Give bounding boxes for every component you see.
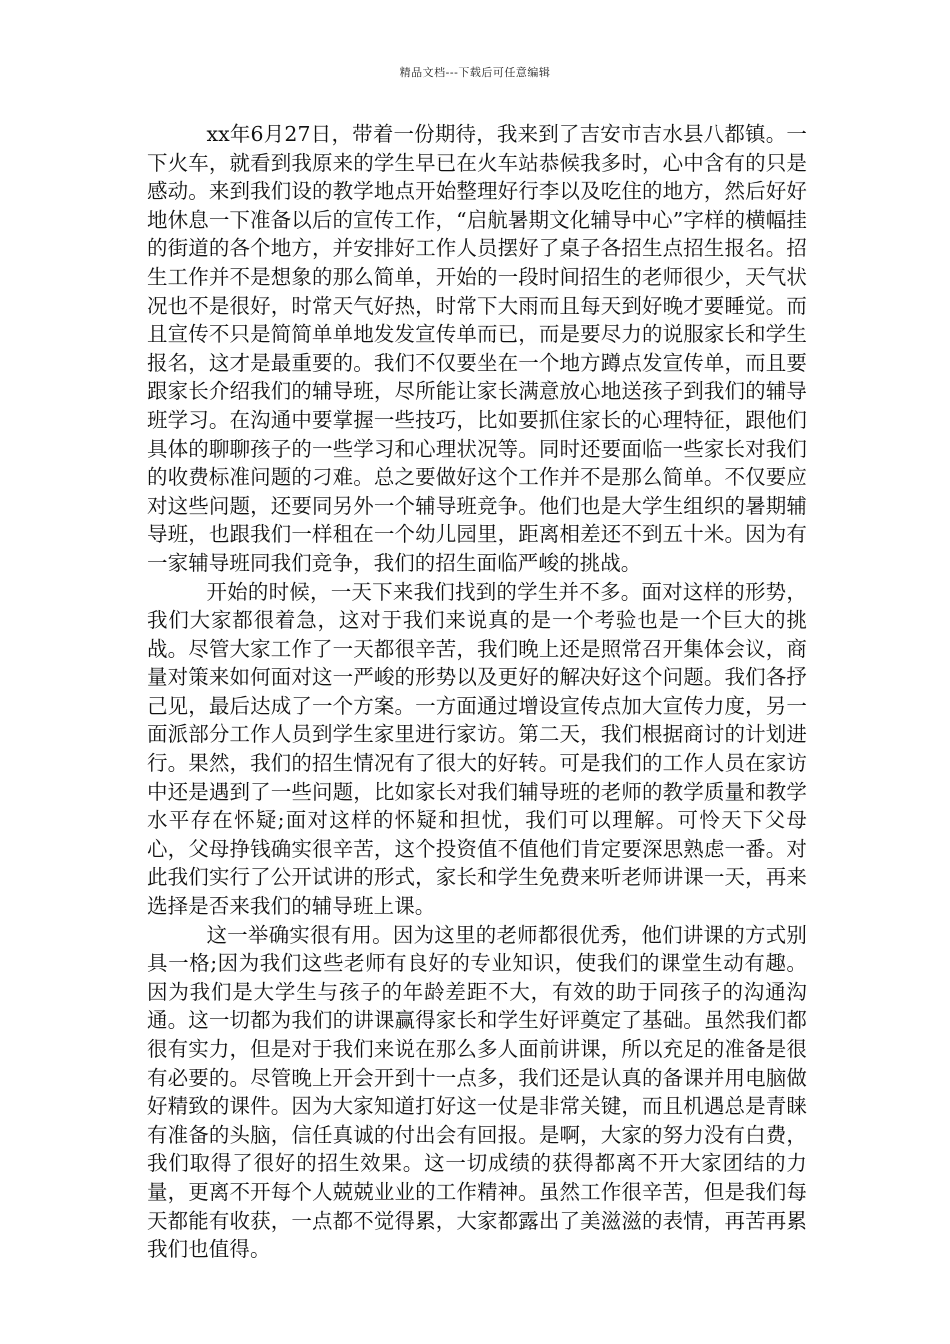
- page-header: 精品文档---下载后可任意编辑: [399, 66, 551, 79]
- paragraph-2: 开始的时候，一天下来我们找到的学生并不多。面对这样的形势，我们大家都很着急，这对于我们来说真的是一个考验也是一个巨大的挑战。尽管大家工作了一天都很辛苦，我们晚上还是照常召开集体会议，商量对策来如何面对这一严峻的形势以及更好的解决好这个问题。我们各抒己见，最后达成了一个方案。一方面通过增设宣传点加大宣传力度，另一面派部分工作人员到学生家里进行家访。第二天，我们根据商讨的计划进行。果然，我们的招生情况有了很大的好转。可是我们的工作人员在家访中还是遇到了一些问题，比如家长对我们辅导班的老师的教学质量和教学水平存在怀疑;面对这样的怀疑和担忧，我们可以理解。可怜天下父母心，父母挣钱确实很辛苦，这个投资值不值他们肯定要深思熟虑一番。对此我们实行了公开试讲的形式，家长和学生免费来听老师讲课一天，再来选择是否来我们的辅导班上课。: [147, 579, 807, 919]
- paragraph-3: 这一举确实很有用。因为这里的老师都很优秀，他们讲课的方式别具一格;因为我们这些老师有良好的专业知识，使我们的课堂生动有趣。因为我们是大学生与孩子的年龄差距不大，有效的助于同孩子的沟通沟通。这一切都为我们的讲课赢得家长和学生好评奠定了基础。虽然我们都很有实力，但是对于我们来说在那么多人面前讲课，所以充足的准备是很有必要的。尽管晚上开会开到十一点多，我们还是认真的备课并用电脑做好精致的课件。因为大家知道打好这一仗是非常关键，而且机遇总是青睐有准备的头脑，信任真诚的付出会有回报。是啊，大家的努力没有白费，我们取得了很好的招生效果。这一切成绩的获得都离不开大家团结的力量，更离不开每个人兢兢业业的工作精神。虽然工作很辛苦，但是我们每天都能有收获，一点都不觉得累，大家都露出了美滋滋的表情，再苦再累我们也值得。: [147, 922, 807, 1262]
- document-body: [147, 120, 807, 1264]
- paragraph-1: xx年6月27日，带着一份期待，我来到了吉安市吉水县八都镇。一下火车，就看到我原来的学生早已在火车站恭候我多时，心中含有的只是感动。来到我们设的教学地点开始整理好行李以及吃住的地方，然后好好地休息一下准备以后的宣传工作，“启航暑期文化辅导中心”字样的横幅挂的街道的各个地方，并安排好工作人员摆好了桌子各招生点招生报名。招生工作并不是想象的那么简单，开始的一段时间招生的老师很少，天气状况也不是很好，时常天气好热，时常下大雨而且每天到好晚才要睡觉。而且宣传不只是简简单单地发发宣传单而已，而是要尽力的说服家长和学生报名，这才是最重要的。我们不仅要坐在一个地方蹲点发宣传单，而且要跟家长介绍我们的辅导班，尽所能让家长满意放心地送孩子到我们的辅导班学习。在沟通中要掌握一些技巧，比如要抓住家长的心理特征，跟他们具体的聊聊孩子的一些学习和心理状况等。同时还要面临一些家长对我们的收费标准问题的刁难。总之要做好这个工作并不是那么简单。不仅要应对这些问题，还要同另外一个辅导班竞争。他们也是大学生组织的暑期辅导班，也跟我们一样租在一个幼儿园里，距离相差还不到五十米。因为有一家辅导班同我们竞争，我们的招生面临严峻的挑战。: [147, 122, 807, 575]
